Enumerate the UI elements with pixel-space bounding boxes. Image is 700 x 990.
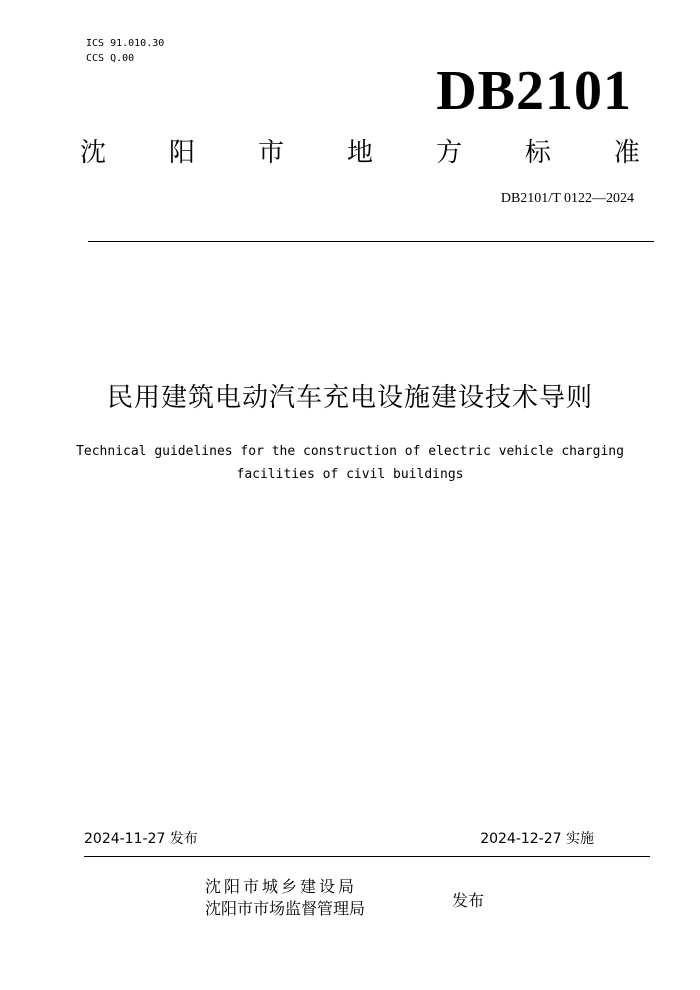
top-divider — [88, 241, 654, 242]
issuer-construction-bureau: 沈阳市城乡建设局 — [205, 877, 358, 896]
standard-type-char: 方 — [435, 138, 462, 168]
standard-type-char: 市 — [257, 138, 284, 168]
standard-type — [80, 136, 640, 170]
issuing-authorities — [205, 876, 365, 920]
issue-label: 发布 — [452, 891, 485, 910]
issue-date: 2024-11-27 发布 — [84, 831, 198, 847]
issuer-market-supervision-bureau: 沈阳市市场监督管理局 — [205, 899, 366, 918]
classification-codes — [86, 36, 164, 66]
title-english — [40, 440, 660, 486]
bottom-divider — [84, 856, 650, 857]
title-english-line-1: Technical guidelines for the construction of electric vehicle charging — [76, 444, 624, 459]
standard-code-logo: DB2101 — [436, 60, 632, 122]
implementation-date: 2024-12-27 实施 — [480, 831, 594, 847]
standard-type-char: 准 — [613, 138, 640, 168]
standard-type-char: 地 — [346, 138, 373, 168]
standard-type-char: 阳 — [168, 138, 195, 168]
standard-type-char: 标 — [524, 138, 551, 168]
title-english-line-2: facilities of civil buildings — [236, 467, 464, 482]
standard-type-char: 沈 — [80, 138, 107, 168]
title-chinese: 民用建筑电动汽车充电设施建设技术导则 — [106, 383, 593, 413]
ics-code: ICS 91.010.30 — [86, 38, 165, 49]
ccs-code: CCS Q.00 — [86, 53, 135, 64]
standard-number: DB2101/T 0122—2024 — [500, 191, 634, 206]
